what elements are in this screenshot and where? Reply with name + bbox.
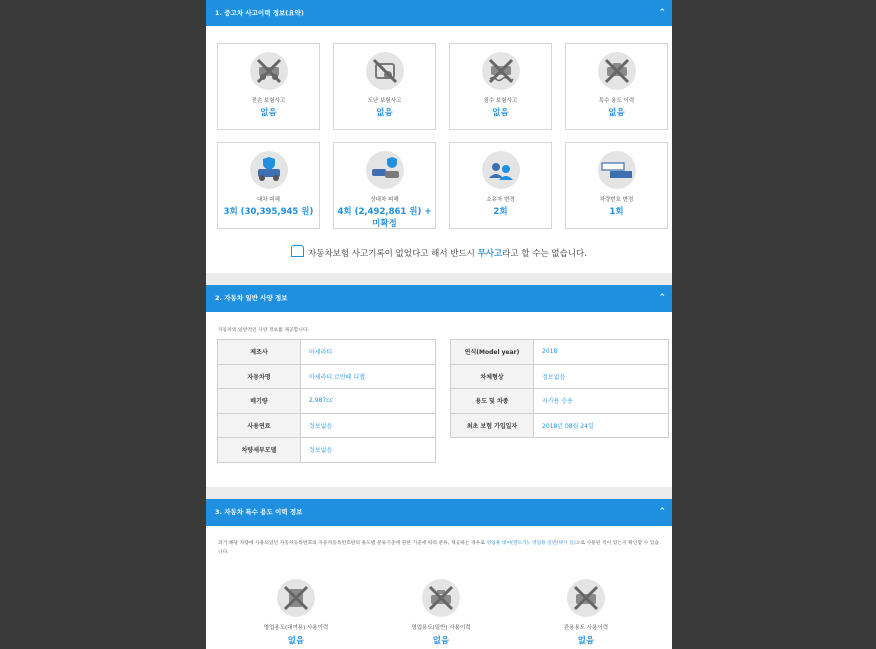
- rental-crossed-icon: [277, 579, 315, 617]
- section-title: 1. 중고차 사고이력 정보(요약): [215, 9, 304, 17]
- spec-value: 정보없음: [301, 438, 436, 463]
- card-value: 1회: [609, 207, 624, 217]
- section-title: 2. 자동차 일반 사양 정보: [215, 294, 288, 302]
- spec-key: 제조사: [218, 340, 301, 365]
- card-value: 없음: [492, 108, 509, 118]
- table-row: [218, 438, 436, 463]
- card-label: 침수 보험사고: [483, 98, 518, 104]
- government-car-crossed-icon: [567, 579, 605, 617]
- special-use-section: [206, 499, 672, 649]
- desc-text-end: 으로 사용된 적이 있는지 확인할 수 있습니다.: [218, 540, 660, 555]
- spec-section: [206, 285, 672, 487]
- spec-table-left: [217, 339, 436, 463]
- flood-crossed-icon: [482, 52, 520, 90]
- table-row: [218, 364, 436, 389]
- special-use-commercial: [391, 579, 491, 646]
- spec-key: 차량세부모델: [218, 438, 301, 463]
- spec-value: 정보없음: [301, 413, 436, 438]
- summary-card-own-damage: [217, 142, 320, 229]
- card-label: 전손 보험사고: [251, 98, 286, 104]
- summary-card-flood: [449, 43, 552, 130]
- card-value: 없음: [376, 108, 393, 118]
- item-value: 없음: [432, 635, 450, 646]
- card-label: 내차 피해: [256, 197, 280, 203]
- section-header[interactable]: [206, 499, 672, 526]
- desc-text: 과거 해당 차량에 사용되었던 자동차등록번호의 자동차등록번호판의 용도별 분류기준에 관한 기준에 따라 분류, 제공하는 경우로: [218, 540, 487, 546]
- table-row: [218, 340, 436, 365]
- spec-value: 2,987cc: [301, 389, 436, 414]
- card-value: 4회 (2,492,861 원) + 미확정: [337, 207, 432, 229]
- other-damage-icon: [366, 151, 404, 189]
- summary-card-plate-change: [565, 142, 668, 229]
- card-label: 소유자 변경: [486, 197, 515, 203]
- table-row: [218, 413, 436, 438]
- special-use-crossed-icon: [598, 52, 636, 90]
- item-label: 영업용도(일반) 사용이력: [411, 624, 471, 631]
- accident-summary-section: [206, 0, 672, 273]
- chevron-up-icon[interactable]: ⌃: [658, 8, 666, 18]
- section-header[interactable]: [206, 285, 672, 312]
- alarm-icon: [291, 245, 304, 257]
- notice-text-end: 라고 할 수는 없습니다.: [502, 249, 587, 259]
- spec-value: 2018년 08월 24일: [534, 413, 669, 438]
- special-use-rental: [246, 579, 346, 646]
- special-use-items: [206, 557, 672, 646]
- chevron-up-icon[interactable]: ⌃: [658, 506, 666, 517]
- owner-change-icon: [482, 151, 520, 189]
- spec-value: 마세라티: [301, 340, 436, 365]
- desc-highlight: 영업용 대여(렌트카), 영업용 일반(택시 등): [486, 540, 576, 546]
- section-divider: [206, 273, 672, 285]
- report-page: [206, 0, 672, 649]
- spec-intro: 자동차의 일반적인 사양 정보를 제공합니다.: [218, 328, 310, 333]
- item-value: 없음: [287, 635, 305, 646]
- table-row: [451, 340, 669, 365]
- spec-value: 2018: [534, 340, 669, 365]
- spec-key: 사용연료: [218, 413, 301, 438]
- chevron-up-icon[interactable]: ⌃: [658, 293, 666, 303]
- summary-grid: [206, 26, 672, 229]
- summary-card-owner-change: [449, 142, 552, 229]
- table-row: [218, 389, 436, 414]
- taxi-crossed-icon: [422, 579, 460, 617]
- spec-key: 최초 보험 가입일자: [451, 413, 534, 438]
- spec-table-right: [450, 339, 669, 438]
- spec-key: 연식(Model year): [451, 340, 534, 365]
- card-label: 상대차 피해: [370, 197, 399, 203]
- card-value: 없음: [260, 108, 277, 118]
- item-value: 없음: [577, 635, 595, 646]
- summary-card-other-damage: [333, 142, 436, 229]
- table-row: [451, 413, 669, 438]
- table-row: [451, 364, 669, 389]
- card-value: 없음: [608, 108, 625, 118]
- card-label: 도난 보험사고: [367, 98, 402, 104]
- summary-card-theft: [333, 43, 436, 130]
- card-value: 3회 (30,395,945 원): [223, 207, 314, 217]
- spec-value: 정보없음: [534, 364, 669, 389]
- section-title: 3. 자동차 특수 용도 이력 정보: [215, 507, 303, 516]
- notice-highlight: 무사고: [477, 249, 503, 259]
- spec-value: 자가용 승용: [534, 389, 669, 414]
- special-use-description: [206, 526, 672, 557]
- card-label: 특수 용도 이력: [598, 98, 635, 104]
- no-accident-notice: [206, 229, 672, 273]
- special-use-government: [536, 579, 636, 646]
- item-label: 영업용도(대여용) 사용이력: [263, 624, 329, 631]
- theft-crossed-icon: [366, 52, 404, 90]
- car-crossed-icon: [250, 52, 288, 90]
- plate-change-icon: [598, 151, 636, 189]
- own-damage-icon: [250, 151, 288, 189]
- table-row: [451, 389, 669, 414]
- card-label: 차량번호 변경: [599, 197, 634, 203]
- item-label: 관용용도 사용이력: [563, 624, 609, 631]
- card-value: 2회: [493, 207, 508, 217]
- spec-key: 차체형상: [451, 364, 534, 389]
- spec-value: 마세라티 르반떼 디젤: [301, 364, 436, 389]
- summary-card-special-use: [565, 43, 668, 130]
- section-divider: [206, 487, 672, 499]
- spec-key: 용도 및 차종: [451, 389, 534, 414]
- spec-key: 배기량: [218, 389, 301, 414]
- notice-text: 자동차보험 사고기록이 없었다고 해서 반드시: [308, 249, 478, 259]
- section-header[interactable]: [206, 0, 672, 26]
- spec-key: 자동차명: [218, 364, 301, 389]
- summary-card-total-loss: [217, 43, 320, 130]
